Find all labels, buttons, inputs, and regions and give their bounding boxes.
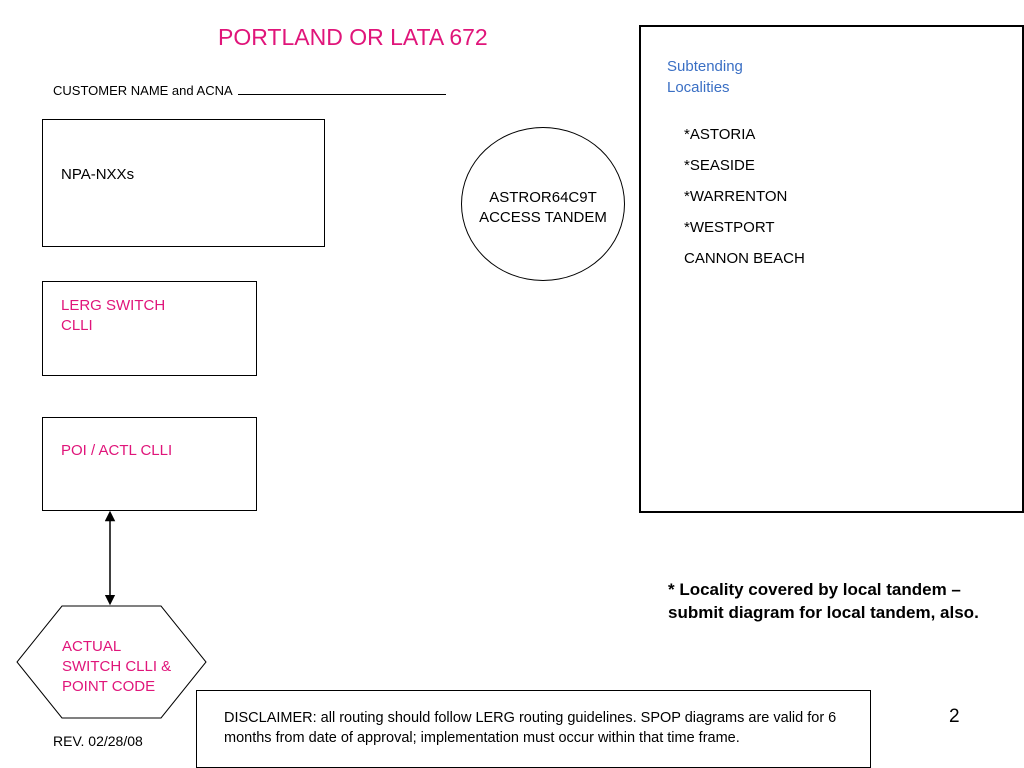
- page-number: 2: [949, 706, 960, 727]
- access-tandem-type: ACCESS TANDEM: [479, 209, 607, 226]
- subtending-heading: [667, 56, 743, 98]
- list-item: CANNON BEACH: [684, 250, 805, 267]
- list-item: *WESTPORT: [684, 219, 775, 236]
- actual-switch-label: [62, 637, 171, 697]
- page-title: PORTLAND OR LATA 672: [218, 24, 488, 50]
- subtending-heading-line-2: Localities: [667, 79, 730, 96]
- access-tandem-label: [461, 188, 625, 228]
- localities-list: [684, 124, 805, 279]
- list-item: *SEASIDE: [684, 157, 755, 174]
- npa-nxx-label: NPA-NXXs: [61, 166, 135, 183]
- actual-switch-line-2: SWITCH CLLI &: [62, 658, 172, 675]
- list-item: *WARRENTON: [684, 188, 788, 205]
- actual-switch-line-3: POINT CODE: [62, 678, 156, 695]
- access-tandem-clli: ASTROR64C9T: [489, 189, 597, 206]
- subtending-heading-line-1: Subtending: [667, 58, 743, 75]
- customer-name-label: CUSTOMER NAME and ACNA: [53, 83, 232, 98]
- disclaimer-text: DISCLAIMER: all routing should follow LERG routing guidelines. SPOP diagrams are valid for 6 months from date of approval; implementation must occur within that time frame.: [224, 710, 837, 746]
- list-item: *ASTORIA: [684, 126, 756, 143]
- lerg-switch-label-line-1: LERG SWITCH: [61, 297, 166, 314]
- lerg-switch-label-line-2: CLLI: [61, 317, 93, 334]
- revision-date: REV. 02/28/08: [53, 733, 143, 749]
- poi-actl-label: POI / ACTL CLLI: [61, 442, 173, 459]
- actual-switch-line-1: ACTUAL: [62, 638, 122, 655]
- local-tandem-footnote: * Locality covered by local tandem – submit diagram for local tandem, also.: [668, 580, 979, 622]
